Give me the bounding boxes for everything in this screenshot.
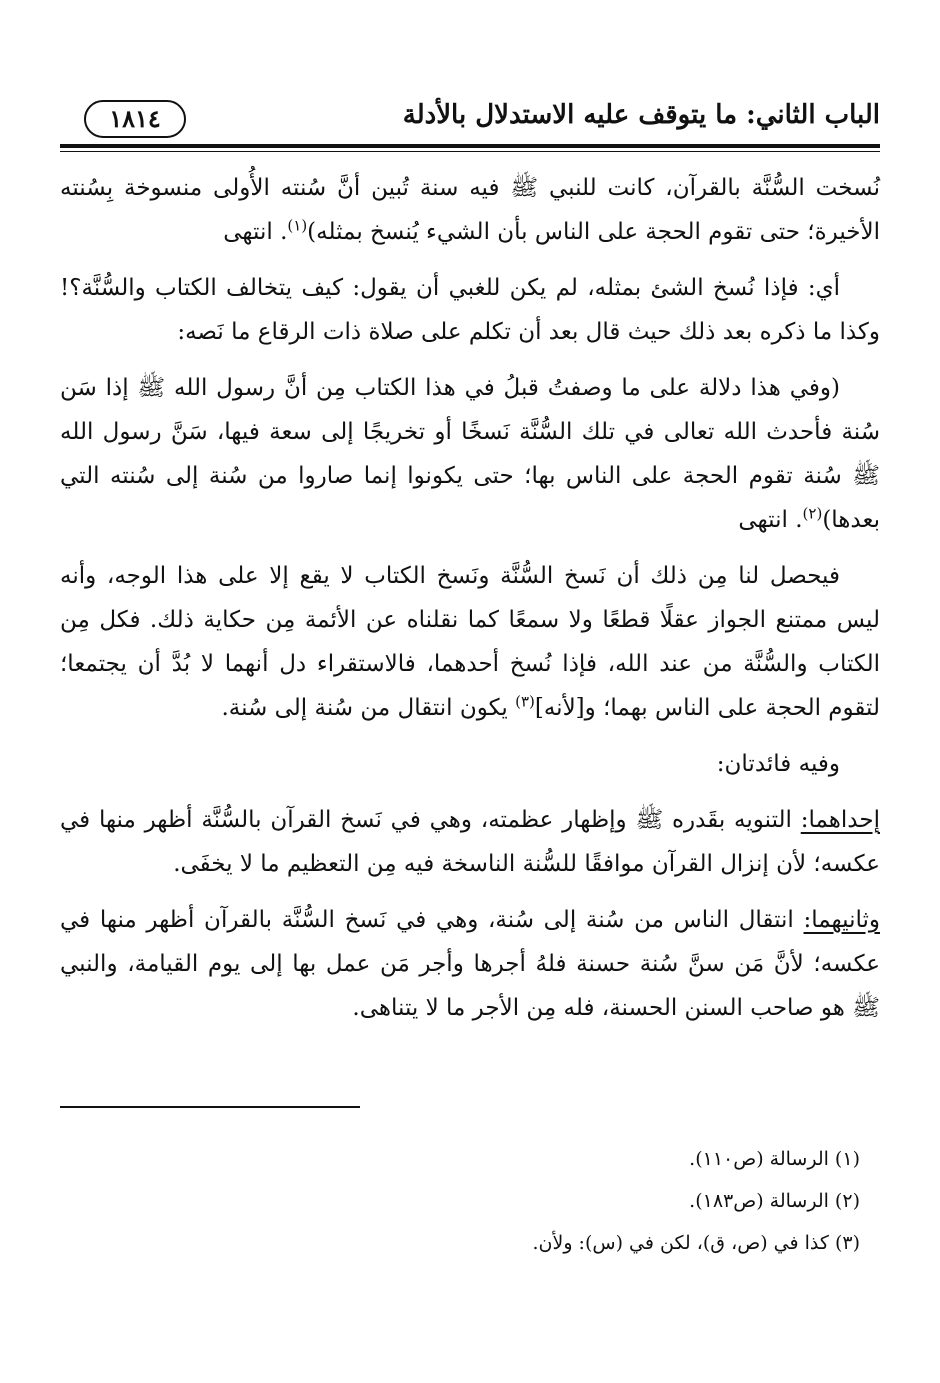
paragraph-2: أي: فإذا نُسخ الشئ بمثله، لم يكن للغبي أن يقول: كيف يتخالف الكتاب والسُّنَّة؟! وكذا ما ذكره بعد ذلك حيث قال بعد أن تكلم على صلاة ذات الرقاع ما نَصه: (60, 275, 880, 345)
footnotes (80, 1138, 860, 1264)
paragraph-4 (60, 554, 880, 730)
footnote-3: (٣) كذا في (ص، ق)، لكن في (س): ولأن. (532, 1232, 860, 1254)
footnote-2: (٢) الرسالة (ص١٨٣). (689, 1190, 860, 1212)
header-rule-thick (60, 144, 880, 148)
paragraph-4-text: فيحصل لنا مِن ذلك أن نَسخ السُّنَّة ونَسخ الكتاب لا يقع إلا على هذا الوجه، وأنه ليس ممتنع الجواز عقلًا قطعًا ولا سمعًا كما نقلناه عن الأئمة مِن حكاية ذلك. فكل مِن الكتاب والسُّنَّة من عند الله، فإذا نُسخ أحدهما، فالاستقراء دل أنهما لا بُدَّ أن يجتمعا؛ لتقوم الحجة على الناس بهما؛ و[لأنه] (60, 563, 880, 721)
paragraph-6-text: التنويه بقَدره ﷺ وإظهار عظمته، وهي في نَسخ القرآن بالسُّنَّة أظهر منها في عكسه؛ لأن إنزال القرآن موافقًا للسُّنة الناسخة فيه مِن التعظيم ما لا يخفَى. (60, 807, 880, 877)
paragraph-6 (60, 798, 880, 886)
paragraph-1-text: نُسخت السُّنَّة بالقرآن، كانت للنبي ﷺ فيه سنة تُبين أنَّ سُنته الأُولى منسوخة بِسُنته الأخيرة؛ حتى تقوم الحجة على الناس بأن الشيء يُنسخ بمثله) (60, 175, 880, 245)
paragraph-7-text: انتقال الناس من سُنة إلى سُنة، وهي في نَسخ السُّنَّة بالقرآن أظهر منها في عكسه؛ لأنَّ مَن سنَّ سُنة حسنة فلهُ أجرها وأجر مَن عمل بها إلى يوم القيامة، والنبي ﷺ هو صاحب السنن الحسنة، فله مِن الأجر ما لا يتناهى. (60, 907, 880, 1021)
page-header (60, 96, 880, 146)
paragraph-1-end: . انتهى (223, 219, 288, 245)
paragraph-3 (60, 366, 880, 542)
paragraph-4-end: يكون انتقال من سُنة إلى سُنة. (221, 695, 516, 721)
running-title: الباب الثاني: ما يتوقف عليه الاستدلال بالأدلة (402, 100, 880, 130)
paragraph-6-lead: إحداهما: (800, 807, 880, 833)
footnote-ref-2: (٢) (802, 504, 823, 523)
paragraph-5: وفيه فائدتان: (716, 751, 840, 777)
paragraph-3-text: (وفي هذا دلالة على ما وصفتُ قبلُ في هذا الكتاب مِن أنَّ رسول الله ﷺ إذا سَن سُنة فأحدث الله تعالى في تلك السُّنَّة نَسخًا أو تخريجًا إلى سعة فيها، سَنَّ رسول الله ﷺ سُنة تقوم الحجة على الناس بها؛ حتى يكونوا إنما صاروا من سُنة إلى سُنته التي بعدها) (60, 375, 880, 533)
footnote-ref-1: (١) (287, 216, 308, 235)
footnote-ref-3: (٣) (515, 692, 535, 711)
footnote-1: (١) الرسالة (ص١١٠). (689, 1148, 860, 1170)
paragraph-7 (60, 898, 880, 1030)
paragraph-3-end: . انتهى (738, 507, 803, 533)
footnote-separator (60, 1106, 360, 1108)
paragraph-1 (60, 166, 880, 254)
paragraph-7-lead: وثانيهما: (803, 907, 880, 933)
main-text (60, 166, 880, 1042)
page-number: ١٨١٤ (84, 100, 186, 138)
header-rule-thin (60, 151, 880, 152)
